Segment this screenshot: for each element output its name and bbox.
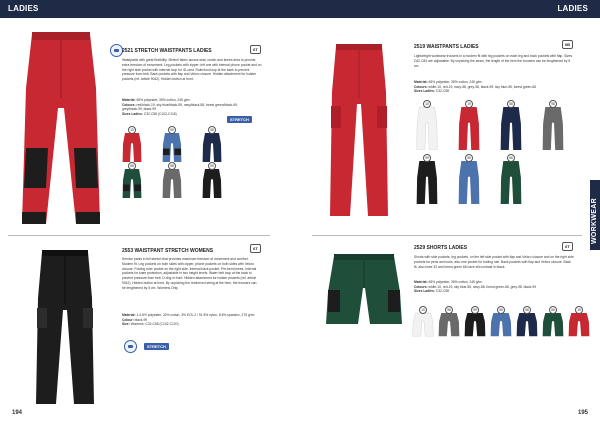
colour-code-badge: 59	[168, 126, 176, 134]
product-specs-2529: Material: 65% polyester, 35% cotton, 245 g/m² Colours: white-10, red-19, sky blue-55, navy-58, forest green-66, grey-98, black-99 Sizes Ladies: C32-C58	[414, 280, 537, 294]
product-description-2529: Shorts with side pockets, leg pockets, on the left side pocket with flap and Velcro closure and on the right side pockets for pens and tools, also one pocket for folding rule. Back pockets with flap and Velcro closure. Back fit, also knee 33 and forest green 66 have slit contrast in black.	[414, 255, 574, 269]
product-description-2553: Service pants in full stretch that provides maximum freedom of movement and comfort. Modern fit. Leg pockets on both sides with zipper, phone pockets on both sides with Velcro closure. Folding ruler pocket on the right side. Internal back pocket. Pre-bent knees. Internal pockets for knee protection, adjustable in two height levels. Water belt loop at the back to prevent pressure from belt. D-ring in front. Hidden attachment for holster pockets (ref. article 9042). Hidden button at front. By unpicking the reinforced string at the hem, the trousers can be lengthened by 5 cm. Womens Only.	[122, 257, 257, 290]
colour-code-badge: 19	[465, 100, 473, 108]
colour-code-badge: 19	[128, 126, 136, 134]
page-header	[0, 0, 300, 18]
colour-thumbnail	[412, 312, 434, 361]
product-description-2521: Waistpants with great flexibility. Stretch fabric across seat, crotch and knees area to provide extra freedom of movement. Leg pockets with zipper; left one with internal phone pocket and on the right side pocket with internal loop for ID-card. Ruler/tool loop at the back to prevent pressure from belt. Back pockets with flap and Velcro closure. Hidden attachment for holster pockets (ref. article 9042). Hidden button at front.	[122, 58, 262, 82]
colour-code-badge: 99	[423, 154, 431, 162]
colour-code-badge: 58	[523, 306, 531, 314]
page-header	[300, 0, 600, 18]
stretch-label: STRETCH	[227, 116, 252, 123]
colour-thumbnail	[162, 168, 182, 203]
colour-code-badge: 10	[419, 306, 427, 314]
colour-code-badge: 69	[128, 162, 136, 170]
colour-code-badge: 99	[471, 306, 479, 314]
product-image-2519	[328, 42, 390, 218]
colour-code-badge: 55	[465, 154, 473, 162]
colour-thumbnail	[416, 106, 438, 155]
colour-thumbnail	[438, 312, 460, 361]
product-specs-2519: Material: 65% polyester, 35% cotton, 245 g/m² Colours: white-10, red-19, navy-58, grey-98, black-99, sky blue-55, forest green-66 Sizes Ladies: C32-C58	[414, 80, 537, 94]
colour-code-badge: 10	[423, 100, 431, 108]
colour-code-badge: 66	[507, 154, 515, 162]
product-image-2553	[34, 248, 96, 406]
product-title-2529: 2529 SHORTS LADIES	[414, 245, 468, 251]
category-badge: 6T	[250, 244, 261, 253]
product-title-2521: 2521 STRETCH WAISTPANTS LADIES	[122, 48, 212, 54]
product-specs-2521: Material: 65% polyester, 35% cotton, 245 g/m² Colours: red/black-19, sky blue/black-59, navy/black-58, forest green/black-69, grey/black-99, black-99 Sizes Ladies: C32-C58 (C102-C118)	[122, 98, 238, 116]
colour-thumbnail	[416, 160, 438, 209]
divider-line	[8, 235, 270, 236]
colour-thumbnail	[500, 106, 522, 155]
product-title-2553: 2553 WAISTPANT STRETCH WOMENS	[122, 248, 214, 254]
colour-thumbnail	[490, 312, 512, 361]
right-page	[300, 0, 600, 424]
colour-thumbnail	[202, 168, 222, 203]
colour-code-badge: 99	[208, 162, 216, 170]
divider-line	[312, 235, 582, 236]
colour-thumbnail	[122, 168, 142, 203]
page-number: 194	[12, 410, 23, 416]
colour-thumbnail	[458, 160, 480, 209]
colour-thumbnail	[568, 312, 590, 361]
colour-thumbnail	[516, 312, 538, 361]
product-image-2521	[18, 28, 104, 228]
colour-code-badge: 58	[208, 126, 216, 134]
product-title-2519: 2519 WAISTPANTS LADIES	[414, 44, 479, 50]
colour-code-badge: 66	[549, 306, 557, 314]
colour-code-badge: 19	[575, 306, 583, 314]
category-badge: 6T	[562, 242, 573, 251]
section-tab: LADIES	[557, 4, 588, 13]
product-description-2519: Lightweight workwear trousers in a modern fit with leg pockets on each leg and back pockets with flap. Sizes C62-C84 are adjustable. By unpicking the seam, the length of the hem the trousers can be lengthened by 5 cm.	[414, 54, 573, 68]
page-number: 195	[577, 410, 588, 416]
section-sidebar	[590, 180, 600, 250]
category-badge: 6T	[250, 45, 261, 54]
colour-code-badge: 98	[168, 162, 176, 170]
product-specs-2553: Material: 1-4.5% polyester, 32% cotton, 3% EOL 2 / 91.5% nylon, 8.5% spandex, 275 g/m² Colour: black-99 Size: Womens: C32-C58 (C102-C120)	[122, 313, 255, 327]
category-badge: 6B	[562, 40, 573, 49]
stretch-label: STRETCH	[144, 343, 169, 350]
stretch-badge	[124, 340, 137, 353]
sidebar-label: WORKWEAR	[591, 198, 598, 244]
colour-code-badge: 98	[549, 100, 557, 108]
colour-code-badge: 55	[497, 306, 505, 314]
colour-thumbnail	[500, 160, 522, 209]
section-tab: LADIES	[8, 4, 39, 13]
colour-code-badge: 98	[445, 306, 453, 314]
colour-thumbnail	[458, 106, 480, 155]
colour-thumbnail	[542, 106, 564, 155]
colour-thumbnail	[542, 312, 564, 361]
product-image-2529	[324, 252, 404, 326]
colour-code-badge: 58	[507, 100, 515, 108]
colour-thumbnail	[464, 312, 486, 361]
